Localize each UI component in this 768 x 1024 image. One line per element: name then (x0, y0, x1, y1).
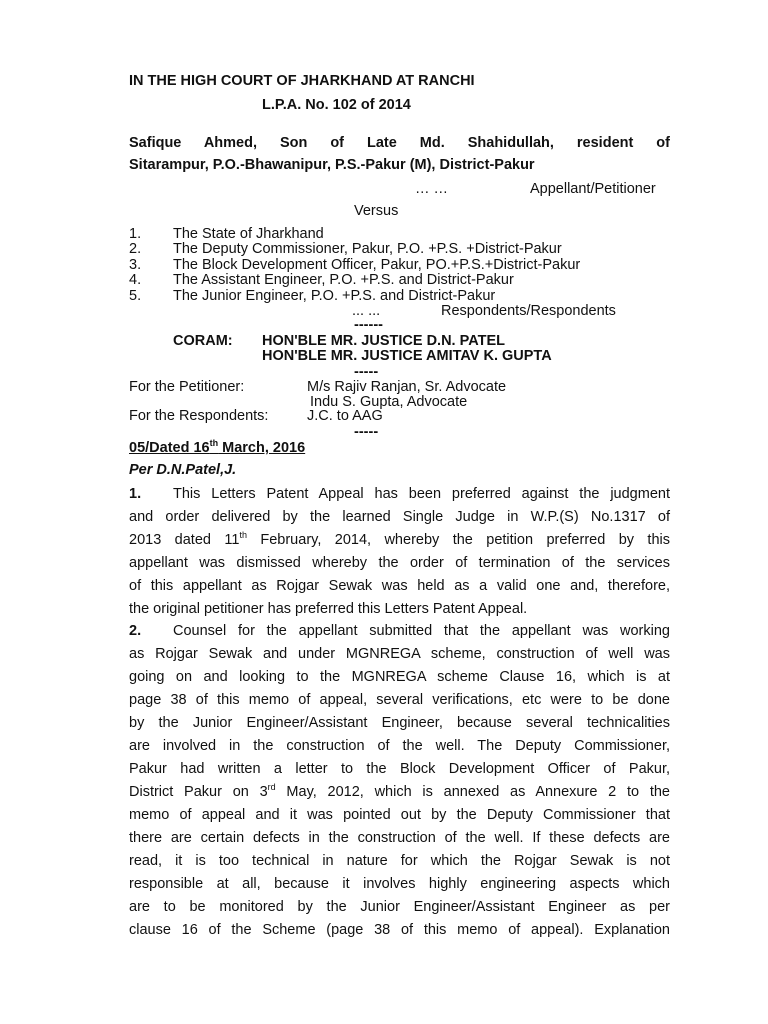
paragraph-text: 2013 dated 11 (129, 532, 240, 548)
versus-label: Versus (354, 203, 399, 219)
petitioner-counsel-label: For the Petitioner: (129, 379, 245, 395)
paragraph-line: Pakur had written a letter to the Block Development Officer of Pakur, (129, 761, 670, 777)
respondents-counsel-1: J.C. to AAG (307, 408, 383, 424)
order-date-sup: th (209, 438, 219, 448)
separator: ----- (354, 364, 379, 380)
respondent-name: The Deputy Commissioner, Pakur, P.O. +P.S. +District-Pakur (173, 241, 562, 257)
paragraph-line: of this appellant as Rojgar Sewak was held as a valid one and, therefore, (129, 578, 670, 594)
paragraph-number: 1. (129, 486, 142, 502)
appellant-role: Appellant/Petitioner (530, 181, 656, 197)
court-title: IN THE HIGH COURT OF JHARKHAND AT RANCHI (129, 73, 475, 89)
petitioner-counsel-1: M/s Rajiv Ranjan, Sr. Advocate (307, 379, 507, 395)
respondent-name: The State of Jharkhand (173, 226, 324, 242)
order-date-text: 05/Dated 16 (129, 440, 210, 456)
respondent-name: The Assistant Engineer, P.O. +P.S. and District-Pakur (173, 272, 514, 288)
paragraph-line: the original petitioner has preferred this Letters Patent Appeal. (129, 601, 528, 617)
paragraph-line: as Rojgar Sewak and under MGNREGA scheme, construction of well was (129, 646, 670, 662)
respondents-counsel-label: For the Respondents: (129, 408, 269, 424)
separator: ----- (354, 424, 379, 440)
paragraph-line: are involved in the construction of the well. The Deputy Commissioner, (129, 738, 670, 754)
paragraph-text: May, 2012, which is annexed as Annexure 2 to the (275, 784, 670, 800)
paragraph-line: and order delivered by the learned Single Judge in W.P.(S) No.1317 of (129, 509, 670, 525)
respondent-number: 4. (129, 272, 142, 288)
paragraph-line: are to be monitored by the Junior Engineer/Assistant Engineer as per (129, 899, 670, 915)
respondents-dots: ... ... (352, 303, 381, 319)
respondents-role: Respondents/Respondents (441, 303, 616, 319)
paragraph-line: read, it is too technical in nature for which the Rojgar Sewak is not (129, 853, 670, 869)
respondent-name: The Junior Engineer, P.O. +P.S. and District-Pakur (173, 288, 496, 304)
order-date (129, 439, 305, 457)
separator: ------ (354, 317, 383, 333)
paragraph-line: This Letters Patent Appeal has been preferred against the judgment (173, 486, 670, 502)
coram-label: CORAM: (173, 333, 233, 349)
paragraph-number: 2. (129, 623, 142, 639)
case-number: L.P.A. No. 102 of 2014 (262, 97, 411, 113)
paragraph-line: there are certain defects in the construction of the well. If these defects are (129, 830, 670, 846)
paragraph-line (129, 530, 670, 550)
paragraph-line: page 38 of this memo of appeal, several verifications, etc were to be done (129, 692, 670, 708)
respondent-number: 1. (129, 226, 142, 242)
appellant-line-2: Sitarampur, P.O.-Bhawanipur, P.S.-Pakur (M), District-Pakur (129, 157, 535, 173)
paragraph-sup: rd (267, 782, 276, 792)
coram-judge-1: HON'BLE MR. JUSTICE D.N. PATEL (262, 333, 505, 349)
appellant-dots: … … (415, 181, 449, 197)
paragraph-line (129, 782, 670, 802)
paragraph-line: clause 16 of the Scheme (page 38 of this memo of appeal). Explanation (129, 922, 670, 938)
petitioner-counsel-2: Indu S. Gupta, Advocate (310, 394, 468, 410)
paragraph-line: Counsel for the appellant submitted that the appellant was working (173, 623, 670, 639)
paragraph-line: by the Junior Engineer/Assistant Engineer, because several technicalities (129, 715, 670, 731)
respondent-number: 2. (129, 241, 142, 257)
judgment-author: Per D.N.Patel,J. (129, 462, 237, 478)
coram-judge-2: HON'BLE MR. JUSTICE AMITAV K. GUPTA (262, 348, 552, 364)
order-date-text: March, 2016 (218, 440, 306, 456)
respondent-number: 5. (129, 288, 142, 304)
paragraph-line: responsible at all, because it involves highly engineering aspects which (129, 876, 670, 892)
paragraph-line: memo of appeal and it was pointed out by the Deputy Commissioner that (129, 807, 670, 823)
paragraph-line: going on and looking to the MGNREGA scheme Clause 16, which is at (129, 669, 670, 685)
appellant-line-1: Safique Ahmed, Son of Late Md. Shahidullah, resident of (129, 135, 670, 151)
respondent-name: The Block Development Officer, Pakur, PO.+P.S.+District-Pakur (173, 257, 581, 273)
paragraph-text: District Pakur on 3 (129, 784, 268, 800)
paragraph-sup: th (239, 530, 247, 540)
paragraph-line: appellant was dismissed whereby the order of termination of the services (129, 555, 670, 571)
respondent-number: 3. (129, 257, 142, 273)
paragraph-text: February, 2014, whereby the petition preferred by this (246, 532, 670, 548)
